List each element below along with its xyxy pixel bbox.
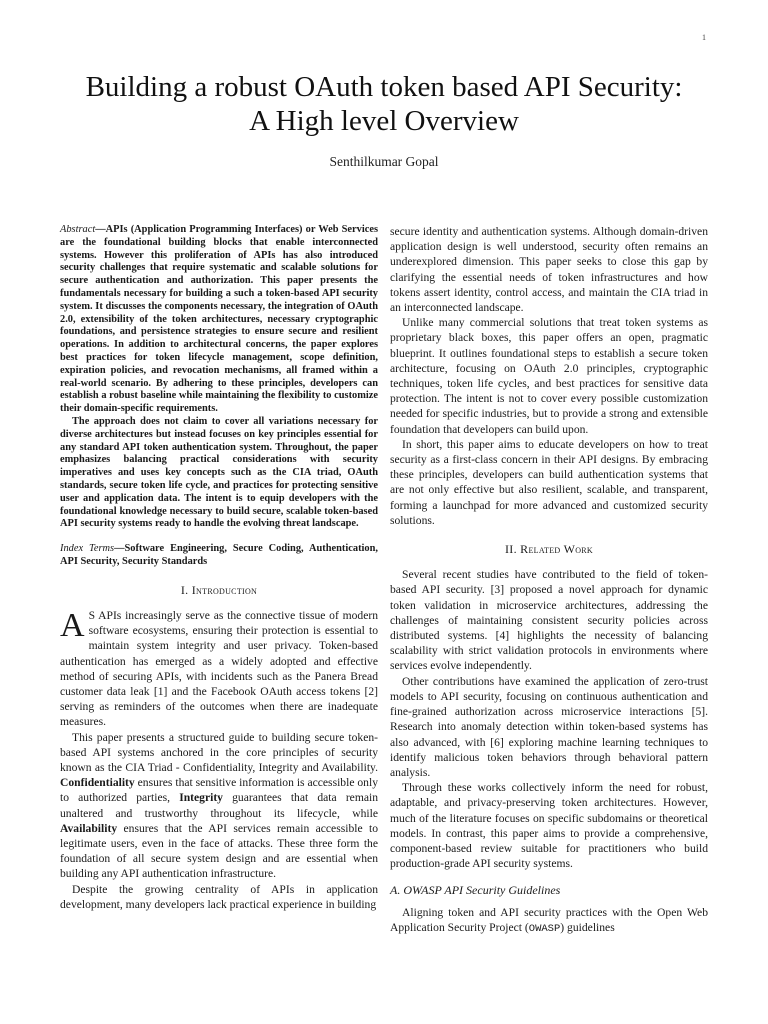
index-terms-dash: —: [114, 543, 125, 555]
intro-p2-text-e: ensures that the API services remain accessible to legitimate users, even in the face of attacks. These three form the foundation of all secure system design and are essential when building any API authentication infrastructure.: [60, 821, 378, 881]
owasp-acronym: OWASP: [528, 922, 561, 935]
abstract-dash: —: [95, 224, 106, 235]
index-terms-text: Software Engineering, Secure Coding, Authentication, API Security, Security Standards: [60, 543, 378, 567]
author-name: Senthilkumar Gopal: [329, 154, 439, 169]
intro-paragraph-3: Despite the growing centrality of APIs in application development, many developers lack practical experience in building: [60, 882, 378, 911]
abstract: [60, 224, 378, 531]
paper-title: [40, 70, 728, 138]
owasp-subsection-heading: A. OWASP API Security Guidelines: [390, 883, 561, 898]
introduction-heading: I. Introduction: [180, 582, 258, 597]
term-integrity: Integrity: [179, 791, 223, 805]
intro-p2-text-c: ensures that sensitive information is accessible only to authorized parties,: [60, 776, 378, 805]
intro-paragraph-4: Unlike many commercial solutions that treat token systems as proprietary black boxes, this paper offers an open, pragmatic blueprint. It outlines foundational steps to establish a secure token architecture, focusing on OAuth 2.0 principles, cryptographic techniques, token life cycles, and best practices for sensitive data protection. The intent is not to cover every possible customization needed for specific industries, but to provide a strong and extensible foundation that developers can build upon.: [390, 316, 708, 436]
owasp-paragraph: [390, 905, 708, 937]
dropcap-letter: A: [60, 606, 85, 644]
abstract-paragraph-1: [60, 224, 378, 416]
intro-paragraph-1: [60, 608, 378, 730]
title-line-1: Building a robust OAuth token based API Security:: [85, 71, 683, 103]
right-column: [390, 224, 708, 937]
intro-paragraph-1-text: S APIs increasingly serve as the connective tissue of modern software ecosystems, ensuring their protection is essential to maintain system integrity and user privacy. Token-based authentication has emerged as a widely adopted and effective method of securing APIs, with incidents such as the Panera Bread customer data leak [1] and the Facebook OAuth access tokens [2] serving as reminders of the outcomes when there are inadequate measures.: [60, 608, 378, 729]
intro-p2-text-d: guarantees that data remain unaltered and trustworthy throughout its lifecycle, while: [60, 791, 379, 820]
related-work-heading: II. Related Work: [504, 542, 593, 557]
intro-p2-text-a: This paper presents a structured guide to building secure token-based API systems anchored in the core principles of security known as the CIA Triad - Confidentiality, Integrity and Availability.: [60, 730, 378, 774]
owasp-text-a: Aligning token and API security practices with the Open Web Application Security Project (: [390, 905, 708, 934]
abstract-paragraph-2: The approach does not claim to cover all variations necessary for diverse architectures but instead focuses on key principles essential for any standard API token authentication system. Throughout, the paper emphasizes balancing practical considerations with security imperatives and uses key concepts such as the CIA triad, OAuth standards, secure token life cycle, and practices for protecting sensitive user and application data. The intent is to equip developers with the foundational knowledge necessary to build secure, scalable token-based API security systems ready to handle the evolving threat landscape.: [60, 415, 378, 530]
title-line-2: A High level Overview: [249, 105, 519, 137]
title-block: [40, 70, 728, 170]
index-terms: [60, 543, 378, 569]
abstract-text-1: APIs (Application Programming Interfaces) or Web Services are the foundational building blocks that enable interconnected systems. However this proliferation of APIs has also introduced security challenges that require systematic and scalable solutions for secure authentication and authorization. This paper presents the fundamentals necessary for building a such a token-based API security system. It discusses the components necessary, the integration of OAuth 2.0, extensibility of the token architectures, necessary cryptographic foundations, and persistence strategies to ensure secure and resilient operations. In addition to architectural concerns, the paper explores best practices for token lifecycle management, scope definition, expiration policies, and revocation mechanisms, all framed within a real-world scenario. By adhering to these principles, developers can establish a robust baseline while maintaining the flexibility to customize their domain-specific requirements.: [60, 224, 378, 415]
index-terms-label: Index Terms: [60, 543, 115, 555]
intro-paragraph-2: [60, 730, 378, 882]
intro-paragraph-5: In short, this paper aims to educate developers on how to treat security as a first-class concern in their API designs. By embracing these principles, developers can build authentication systems that are not only effective but also resilient, scalable, and transparent, forming a launchpad for more advanced and customized security solutions.: [390, 437, 708, 527]
abstract-label: Abstract: [60, 224, 96, 235]
term-confidentiality: Confidentiality: [60, 776, 135, 790]
intro-continued-paragraph: secure identity and authentication systems. Although domain-driven application design is well understood, security often remains an underexplored dimension. This paper seeks to close this gap by clarifying the essential needs of token infrastructures and how tokens assert identity, control access, and maintain the CIA triad in an interconnected landscape.: [390, 225, 708, 315]
owasp-text-b: ) guidelines: [560, 920, 615, 934]
left-column: [60, 224, 378, 912]
related-work-paragraph-1: Several recent studies have contributed to the field of token-based API security. [3] proposed a novel approach for dynamic token validation in microservice architectures, addressing the challenges of maintaining consistent security policies across distributed systems. [4] highlights the necessity of balancing scalability with strict validation protocols in environments where services evolve independently.: [390, 568, 708, 673]
related-work-paragraph-3: Through these works collectively inform the need for robust, adaptable, and privacy-preserving token architectures. However, much of the literature focuses on specific subdomains or theoretical models. In contrast, this paper aims to provide a comprehensive, component-based review suitable for practitioners who build production-grade API security systems.: [390, 781, 708, 871]
page-number: 1: [702, 33, 706, 42]
related-work-paragraph-2: Other contributions have examined the application of zero-trust models to API security, focusing on continuous authentication and fine-grained authorization across microservice interactions [5]. Research into anomaly detection within token-based systems has also advanced, with [6] exploring machine learning techniques to identify malicious token behaviors through behavioral pattern analysis.: [390, 674, 708, 779]
term-availability: Availability: [60, 821, 118, 835]
